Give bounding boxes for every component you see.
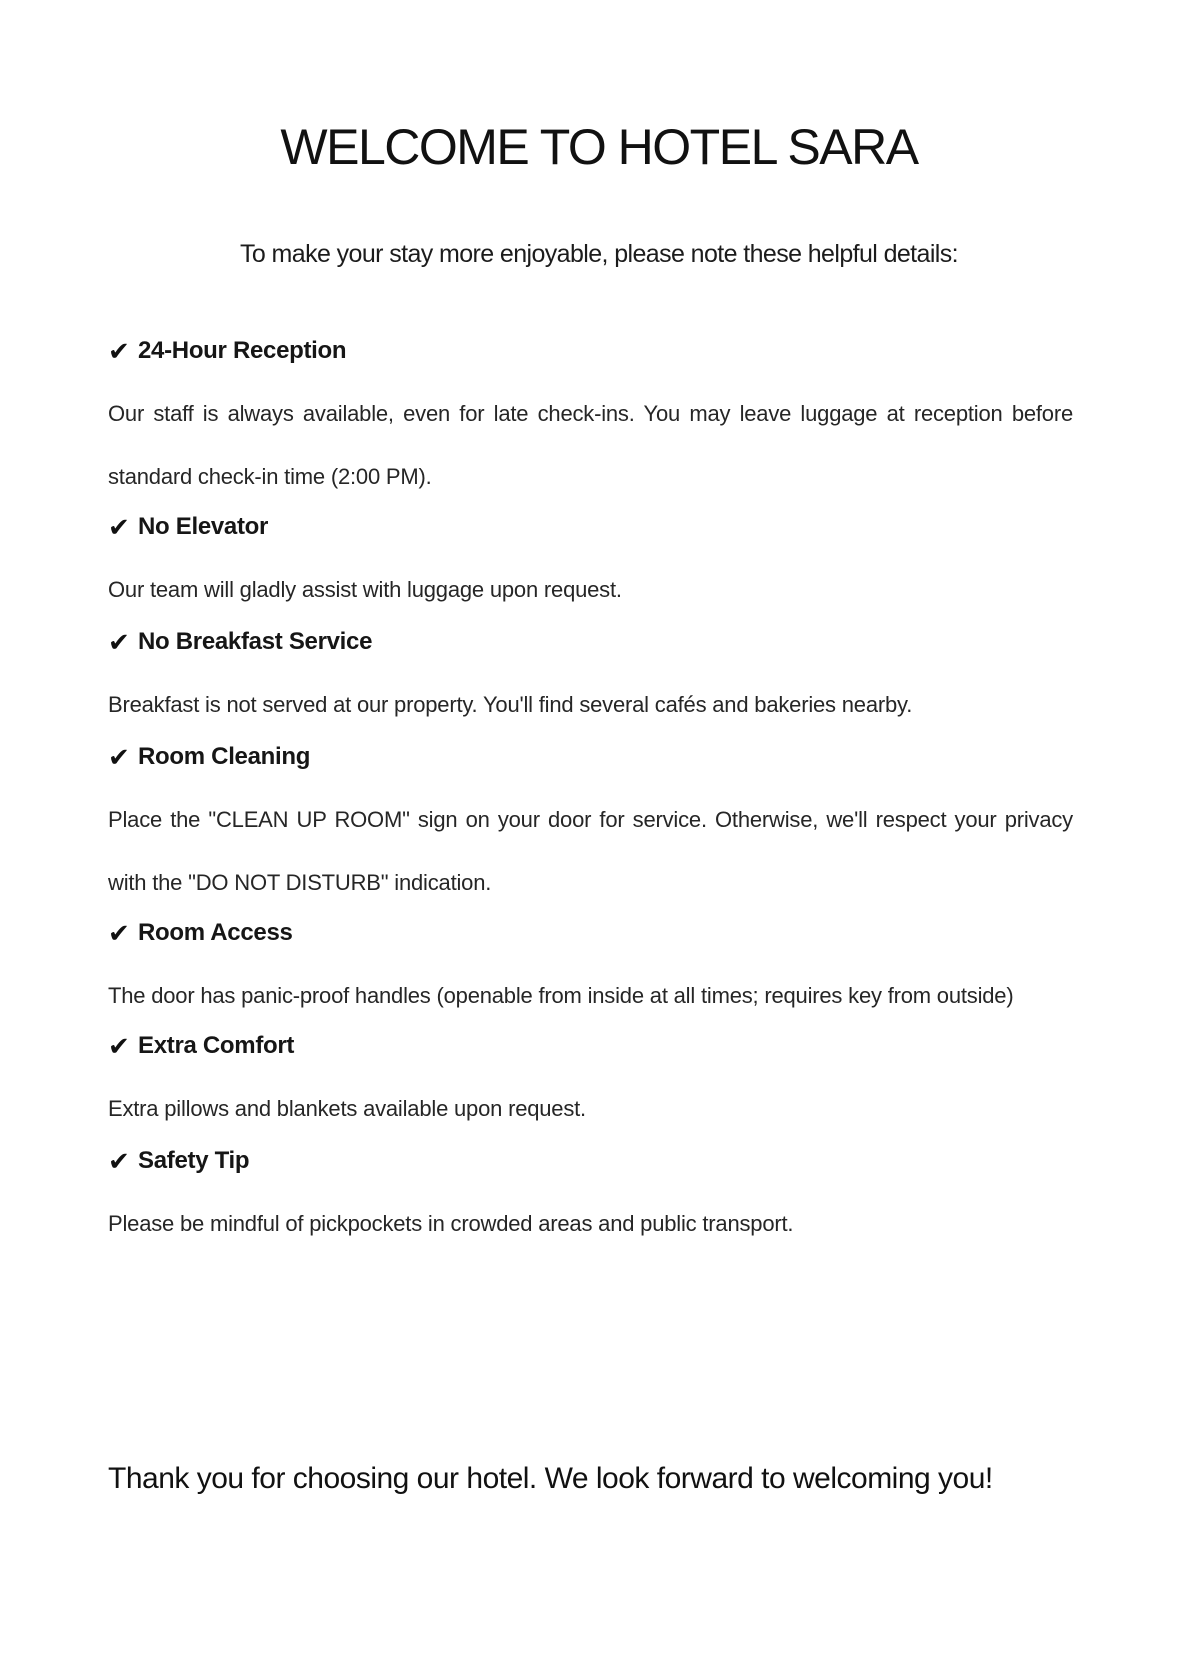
section-heading-label: Safety Tip	[138, 1147, 250, 1174]
closing-message: Thank you for choosing our hotel. We look forward to welcoming you!	[108, 1462, 993, 1495]
section-breakfast	[108, 623, 1073, 736]
section-comfort	[108, 1027, 1073, 1140]
section-heading	[108, 738, 1073, 776]
section-heading-label: Extra Comfort	[138, 1032, 295, 1059]
section-elevator	[108, 508, 1073, 621]
page-title: WELCOME TO HOTEL SARA	[280, 119, 918, 175]
section-heading	[108, 1142, 1073, 1180]
info-sections	[108, 332, 1073, 1257]
section-description: Our staff is always available, even for late check-ins. You may leave luggage at reception before standard check-in time (2:00 PM).	[108, 401, 1073, 489]
checkmark-icon: ✔	[108, 627, 130, 657]
section-heading	[108, 332, 1073, 370]
section-description: Our team will gladly assist with luggage upon request.	[108, 577, 622, 602]
section-heading	[108, 623, 1073, 661]
section-description: Extra pillows and blankets available upon request.	[108, 1096, 586, 1121]
section-description: Breakfast is not served at our property. You'll find several cafés and bakeries nearby.	[108, 692, 913, 717]
checkmark-icon: ✔	[108, 742, 130, 772]
section-access	[108, 914, 1073, 1027]
section-heading-label: 24-Hour Reception	[138, 337, 347, 364]
checkmark-icon: ✔	[108, 512, 130, 542]
section-heading-label: No Breakfast Service	[138, 628, 373, 655]
checkmark-icon: ✔	[108, 918, 130, 948]
section-heading-label: Room Access	[138, 919, 293, 946]
section-heading	[108, 914, 1073, 952]
checkmark-icon: ✔	[108, 336, 130, 366]
section-cleaning	[108, 738, 1073, 914]
section-heading-label: Room Cleaning	[138, 743, 311, 770]
section-safety	[108, 1142, 1073, 1255]
checkmark-icon: ✔	[108, 1146, 130, 1176]
section-description: Please be mindful of pickpockets in crowded areas and public transport.	[108, 1211, 794, 1236]
section-reception	[108, 332, 1073, 508]
section-heading-label: No Elevator	[138, 513, 269, 540]
section-description: The door has panic-proof handles (openable from inside at all times; requires key from outside)	[108, 983, 1014, 1008]
intro-text: To make your stay more enjoyable, please note these helpful details:	[240, 240, 958, 268]
section-heading	[108, 1027, 1073, 1065]
section-heading	[108, 508, 1073, 546]
checkmark-icon: ✔	[108, 1031, 130, 1061]
section-description: Place the "CLEAN UP ROOM" sign on your door for service. Otherwise, we'll respect your privacy with the "DO NOT DISTURB" indication.	[108, 807, 1073, 895]
